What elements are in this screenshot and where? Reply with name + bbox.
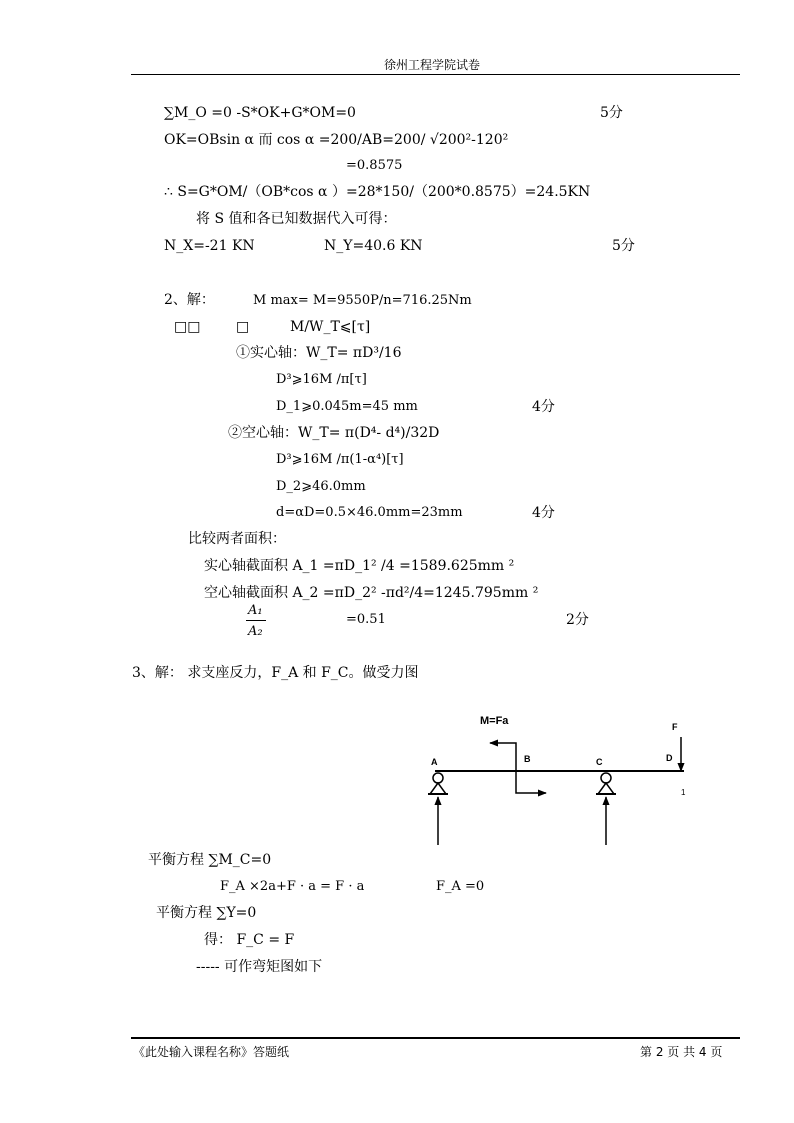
line-substitute: 将 S 值和各已知数据代入可得：: [196, 211, 397, 227]
line-hollow-d2: D_2⩾46.0mm: [276, 479, 366, 494]
line-s-value: ∴ S=G*OM/（OB*cos α ）=28*150/（200*0.8575）=24.5KN: [164, 184, 591, 200]
line-mmax: M max= M=9550P/n=716.25Nm: [253, 293, 472, 308]
label-f: F: [672, 722, 678, 732]
moment-arrow-up: [490, 743, 516, 771]
line-nx: N_X=-21 KN: [164, 238, 255, 254]
fraction-denominator: A₂: [248, 624, 263, 639]
line-solid-d3: D³⩾16M /π[τ]: [276, 372, 367, 387]
line-strength-condition: M/W_T⩽[τ]: [290, 319, 371, 335]
line-ny: N_Y=40.6 KN: [324, 238, 423, 254]
fraction-bar: [246, 620, 266, 621]
line-moment-balance: F_A ×2a+F · a = F · a: [220, 879, 365, 894]
footer-page-number: 第 2 页 共 4 页: [640, 1045, 723, 1059]
label-1: 1: [681, 788, 686, 797]
moment-arrow-down: [516, 771, 546, 793]
problem-2-label: 2、解：: [164, 292, 215, 308]
line-ok-equation: OK=OBsin α 而 cos α =200/AB=200/ √200²-120²: [164, 132, 509, 148]
label-d: D: [666, 753, 673, 763]
line-compare-area: 比较两者面积：: [188, 531, 286, 547]
line-hollow-d: d=αD=0.5×46.0mm=23mm: [276, 505, 463, 520]
line-solid-shaft: ①实心轴：W_T= πD³/16: [236, 345, 402, 361]
moment-label: M=Fa: [480, 715, 509, 727]
line-equilibrium-y: 平衡方程 ∑Y=0: [156, 905, 257, 921]
score-4-b: 4分: [532, 505, 555, 521]
label-c: C: [596, 757, 603, 767]
beam-force-diagram: [410, 705, 700, 850]
footer-rule: [131, 1037, 740, 1039]
line-solid-area: 实心轴截面积 A_1 =πD_1² /4 =1589.625mm ²: [204, 558, 515, 574]
fraction-numerator: A₁: [248, 603, 263, 618]
line-fc-result: 得： F_C = F: [204, 932, 295, 948]
missing-glyph-a: □□: [174, 319, 201, 335]
line-hollow-d3: D³⩾16M /π(1-α⁴)[τ]: [276, 452, 404, 467]
line-solid-d1: D_1⩾0.045m=45 mm: [276, 399, 418, 414]
missing-glyph-b: □: [236, 319, 250, 335]
label-b: B: [524, 754, 531, 764]
score-4-a: 4分: [532, 399, 555, 415]
line-equilibrium-moment: 平衡方程 ∑M_C=0: [148, 852, 272, 868]
header-rule: [131, 74, 740, 75]
score-5-b: 5分: [612, 238, 635, 254]
pin-support-a: [428, 773, 448, 794]
label-a: A: [431, 757, 438, 767]
line-moment-equation: ∑M_O =0 -S*OK+G*OM=0: [164, 105, 356, 121]
line-moment-diagram-note: ----- 可作弯矩图如下: [196, 959, 323, 975]
line-cos-value: =0.8575: [346, 158, 403, 173]
score-5-a: 5分: [600, 105, 623, 121]
page-header-title: 徐州工程学院试卷: [384, 58, 481, 72]
line-area-ratio: =0.51: [346, 612, 386, 627]
pin-support-c: [596, 773, 616, 794]
line-hollow-area: 空心轴截面积 A_2 =πD_2² -πd²/4=1245.795mm ²: [204, 585, 539, 601]
line-hollow-shaft: ②空心轴：W_T= π(D⁴- d⁴)/32D: [228, 425, 440, 441]
line-fa-result: F_A =0: [436, 879, 485, 894]
score-2: 2分: [566, 612, 589, 628]
footer-course-name: 《此处输入课程名称》答题纸: [133, 1045, 290, 1059]
problem-3-heading: 3、解： 求支座反力，F_A 和 F_C。做受力图: [132, 665, 419, 681]
